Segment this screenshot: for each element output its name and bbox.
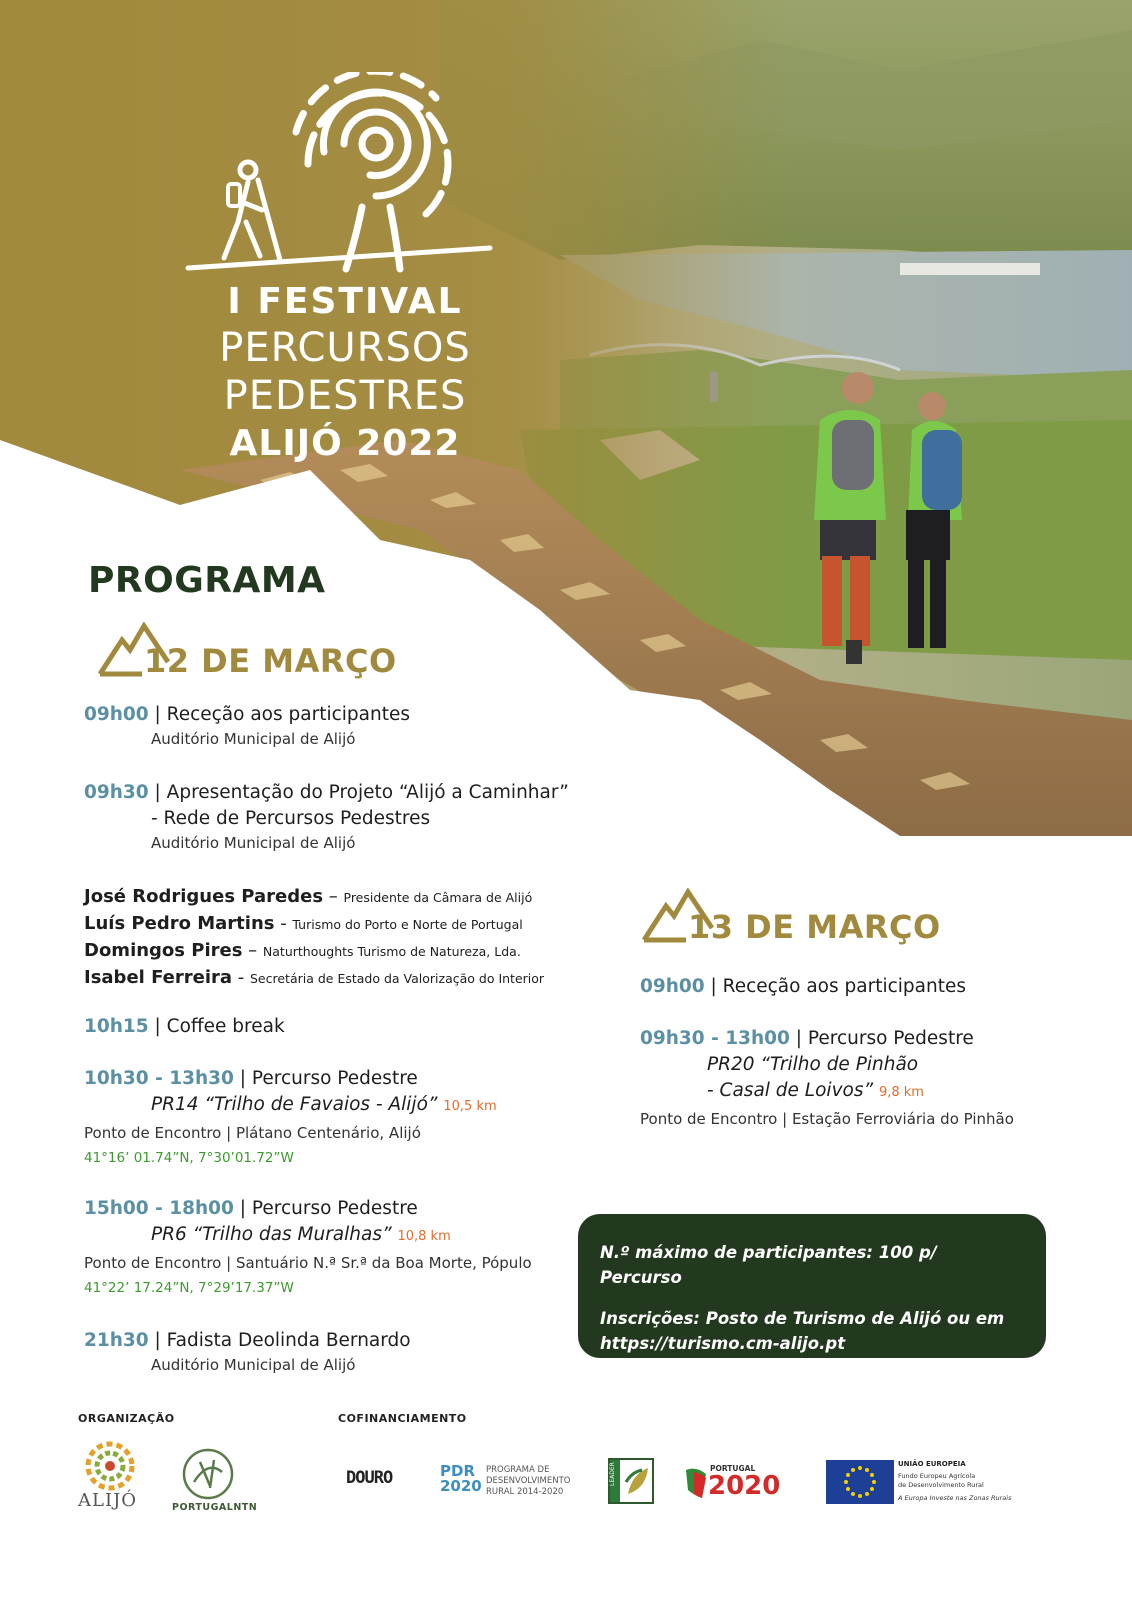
event-title-2: - Rede de Percursos Pedestres — [151, 808, 431, 829]
event-time: 21h30 — [84, 1330, 149, 1351]
event-time: 10h30 - 13h30 — [84, 1068, 234, 1089]
speaker-name: José Rodrigues Paredes — [84, 886, 324, 907]
day1-event-5: 15h00 - 18h00 | Percurso Pedestre PR6 “Trilho das Muralhas” 10,8 km Ponto de Encontro | Santuário N.ª Sr.ª da Boa Morte, Pópulo 41°22’ 17.24”N, 7°29’17.37”W — [84, 1196, 532, 1300]
programa-heading: PROGRAMA — [88, 560, 326, 601]
event-time: 09h00 — [84, 704, 149, 725]
gps-coordinates: 41°22’ 17.24”N, 7°29’17.37”W — [84, 1280, 294, 1296]
eu-title: UNIÃO EUROPEIA — [898, 1460, 966, 1468]
max-participants: N.º máximo de participantes: 100 p/ Percurso — [600, 1243, 937, 1287]
event-title: Percurso Pedestre — [251, 1068, 418, 1089]
speaker-name: Isabel Ferreira — [84, 967, 233, 988]
day1-heading — [98, 622, 398, 682]
portugalntn-logo — [170, 1448, 258, 1514]
portugal2020-logo — [684, 1462, 794, 1502]
speaker-sep: – — [323, 886, 344, 907]
day2-heading — [642, 888, 942, 948]
meeting-point: Ponto de Encontro | Plátano Centenário, Alijó — [84, 1124, 421, 1142]
day2-event-2: 09h30 - 13h00 | Percurso Pedestre PR20 “Trilho de Pinhão - Casal de Loivos” 9,8 km Ponto de Encontro | Estação Ferroviária do Pinhão — [640, 1026, 1014, 1132]
speaker-sep: – — [242, 940, 263, 961]
event-title: Fadista Deolinda Bernardo — [166, 1330, 411, 1351]
pdr-text: PROGRAMA DE DESENVOLVIMENTO RURAL 2014-2020 — [486, 1465, 571, 1497]
speakers-list — [84, 884, 544, 992]
event-time: 09h00 — [640, 976, 705, 997]
meeting-point: Ponto de Encontro | Santuário N.ª Sr.ª da Boa Morte, Pópulo — [84, 1254, 532, 1272]
speaker-4 — [84, 965, 544, 992]
gps-coordinates: 41°16’ 01.74”N, 7°30’01.72”W — [84, 1150, 294, 1166]
route-name-1: PR20 “Trilho de Pinhão — [707, 1054, 919, 1075]
day2-title: 13 DE MARÇO — [688, 908, 941, 946]
event-title: Percurso Pedestre — [807, 1028, 974, 1049]
speaker-sep: - — [274, 913, 293, 934]
speaker-role: Secretária de Estado da Valorização do Interior — [249, 971, 545, 986]
title-line-2: PERCURSOS PEDESTRES — [219, 325, 471, 419]
event-time: 09h30 - 13h00 — [640, 1028, 790, 1049]
day1-event-3: 10h15 | Coffee break — [84, 1016, 285, 1037]
day1-event-4: 10h30 - 13h30 | Percurso Pedestre PR14 “Trilho de Favaios - Alijó” 10,5 km Ponto de Encontro | Plátano Centenário, Alijó 41°16’ 01.74”N, 7°30’01.72”W — [84, 1066, 497, 1170]
day1-event-2: 09h30 | Apresentação do Projeto “Alijó a Caminhar” - Rede de Percursos Pedestres Auditório Municipal de Alijó — [84, 782, 569, 852]
route-distance: 10,5 km — [443, 1099, 497, 1114]
event-title: Coffee break — [166, 1016, 285, 1037]
douro-logo-text: DOURO — [346, 1468, 393, 1488]
eu-tagline: A Europa Investe nas Zonas Rurais — [898, 1494, 1012, 1502]
event-time: 15h00 - 18h00 — [84, 1198, 234, 1219]
douro-logo — [346, 1462, 410, 1502]
festival-logo — [184, 72, 494, 278]
alijo-logo-text: ALIJÓ — [78, 1490, 138, 1511]
day2-event-1: 09h00 | Receção aos participantes — [640, 976, 966, 997]
ntn-emblem-icon — [170, 1448, 246, 1500]
pdr-code: PDR 2020 — [440, 1462, 482, 1495]
eu-logo — [826, 1460, 1012, 1506]
p2020-text: 2020 — [708, 1471, 781, 1501]
event-title: Receção aos participantes — [722, 976, 966, 997]
portugal-flag-icon — [684, 1466, 708, 1500]
event-place: Auditório Municipal de Alijó — [151, 1356, 356, 1374]
pdr2020-logo — [440, 1464, 580, 1500]
meeting-point: Ponto de Encontro | Estação Ferroviária do Pinhão — [640, 1110, 1014, 1128]
route-name: PR6 “Trilho das Muralhas” — [151, 1224, 392, 1245]
speaker-3 — [84, 938, 544, 965]
speaker-name: Luís Pedro Martins — [84, 913, 275, 934]
route-distance: 10,8 km — [397, 1229, 451, 1244]
event-place: Auditório Municipal de Alijó — [151, 730, 356, 748]
leader-text: LEADER — [609, 1462, 616, 1486]
eu-fund: Fundo Europeu Agrícola de Desenvolvimento Rural — [898, 1472, 984, 1489]
info-box — [578, 1214, 1046, 1358]
festival-title — [100, 280, 590, 468]
speaker-role: Presidente da Câmara de Alijó — [343, 890, 533, 905]
portugal-text: PORTUGAL — [710, 1464, 756, 1473]
alijo-emblem-icon — [78, 1440, 142, 1494]
route-distance: 9,8 km — [878, 1085, 924, 1100]
event-title: Apresentação do Projeto “Alijó a Caminhar” — [166, 782, 569, 803]
day1-title: 12 DE MARÇO — [144, 642, 397, 680]
event-title: Receção aos participantes — [166, 704, 410, 725]
day1-event-6: 21h30 | Fadista Deolinda Bernardo Auditório Municipal de Alijó — [84, 1330, 411, 1374]
day1-event-1: 09h00 | Receção aos participantes Auditório Municipal de Alijó — [84, 704, 410, 748]
leader-logo — [608, 1458, 654, 1504]
event-time: 10h15 — [84, 1016, 149, 1037]
speaker-sep: - — [232, 967, 250, 988]
route-name: PR14 “Trilho de Favaios - Alijó” — [151, 1094, 438, 1115]
ntn-logo-text: PORTUGALNTN — [172, 1502, 258, 1513]
event-time: 09h30 — [84, 782, 149, 803]
title-line-1: I FESTIVAL — [227, 281, 463, 322]
registration-url[interactable]: https://turismo.cm-alijo.pt — [600, 1334, 846, 1353]
organizacao-label: ORGANIZAÇÃO — [78, 1412, 175, 1425]
speaker-role: Turismo do Porto e Norte de Portugal — [292, 917, 523, 932]
speaker-1 — [84, 884, 544, 911]
speaker-2 — [84, 911, 544, 938]
alijo-logo — [78, 1440, 142, 1516]
speaker-name: Domingos Pires — [84, 940, 243, 961]
route-name-2: - Casal de Loivos” — [707, 1080, 874, 1101]
eu-flag-icon — [826, 1460, 894, 1504]
title-line-3: ALIJÓ 2022 — [229, 423, 461, 464]
event-place: Auditório Municipal de Alijó — [151, 834, 356, 852]
speaker-role: Naturthoughts Turismo de Natureza, Lda. — [262, 944, 521, 959]
registration-text: Inscrições: Posto de Turismo de Alijó ou em — [600, 1309, 1005, 1328]
event-title: Percurso Pedestre — [251, 1198, 418, 1219]
cofinanciamento-label: COFINANCIAMENTO — [338, 1412, 467, 1425]
leader-leaf-icon — [610, 1460, 652, 1502]
